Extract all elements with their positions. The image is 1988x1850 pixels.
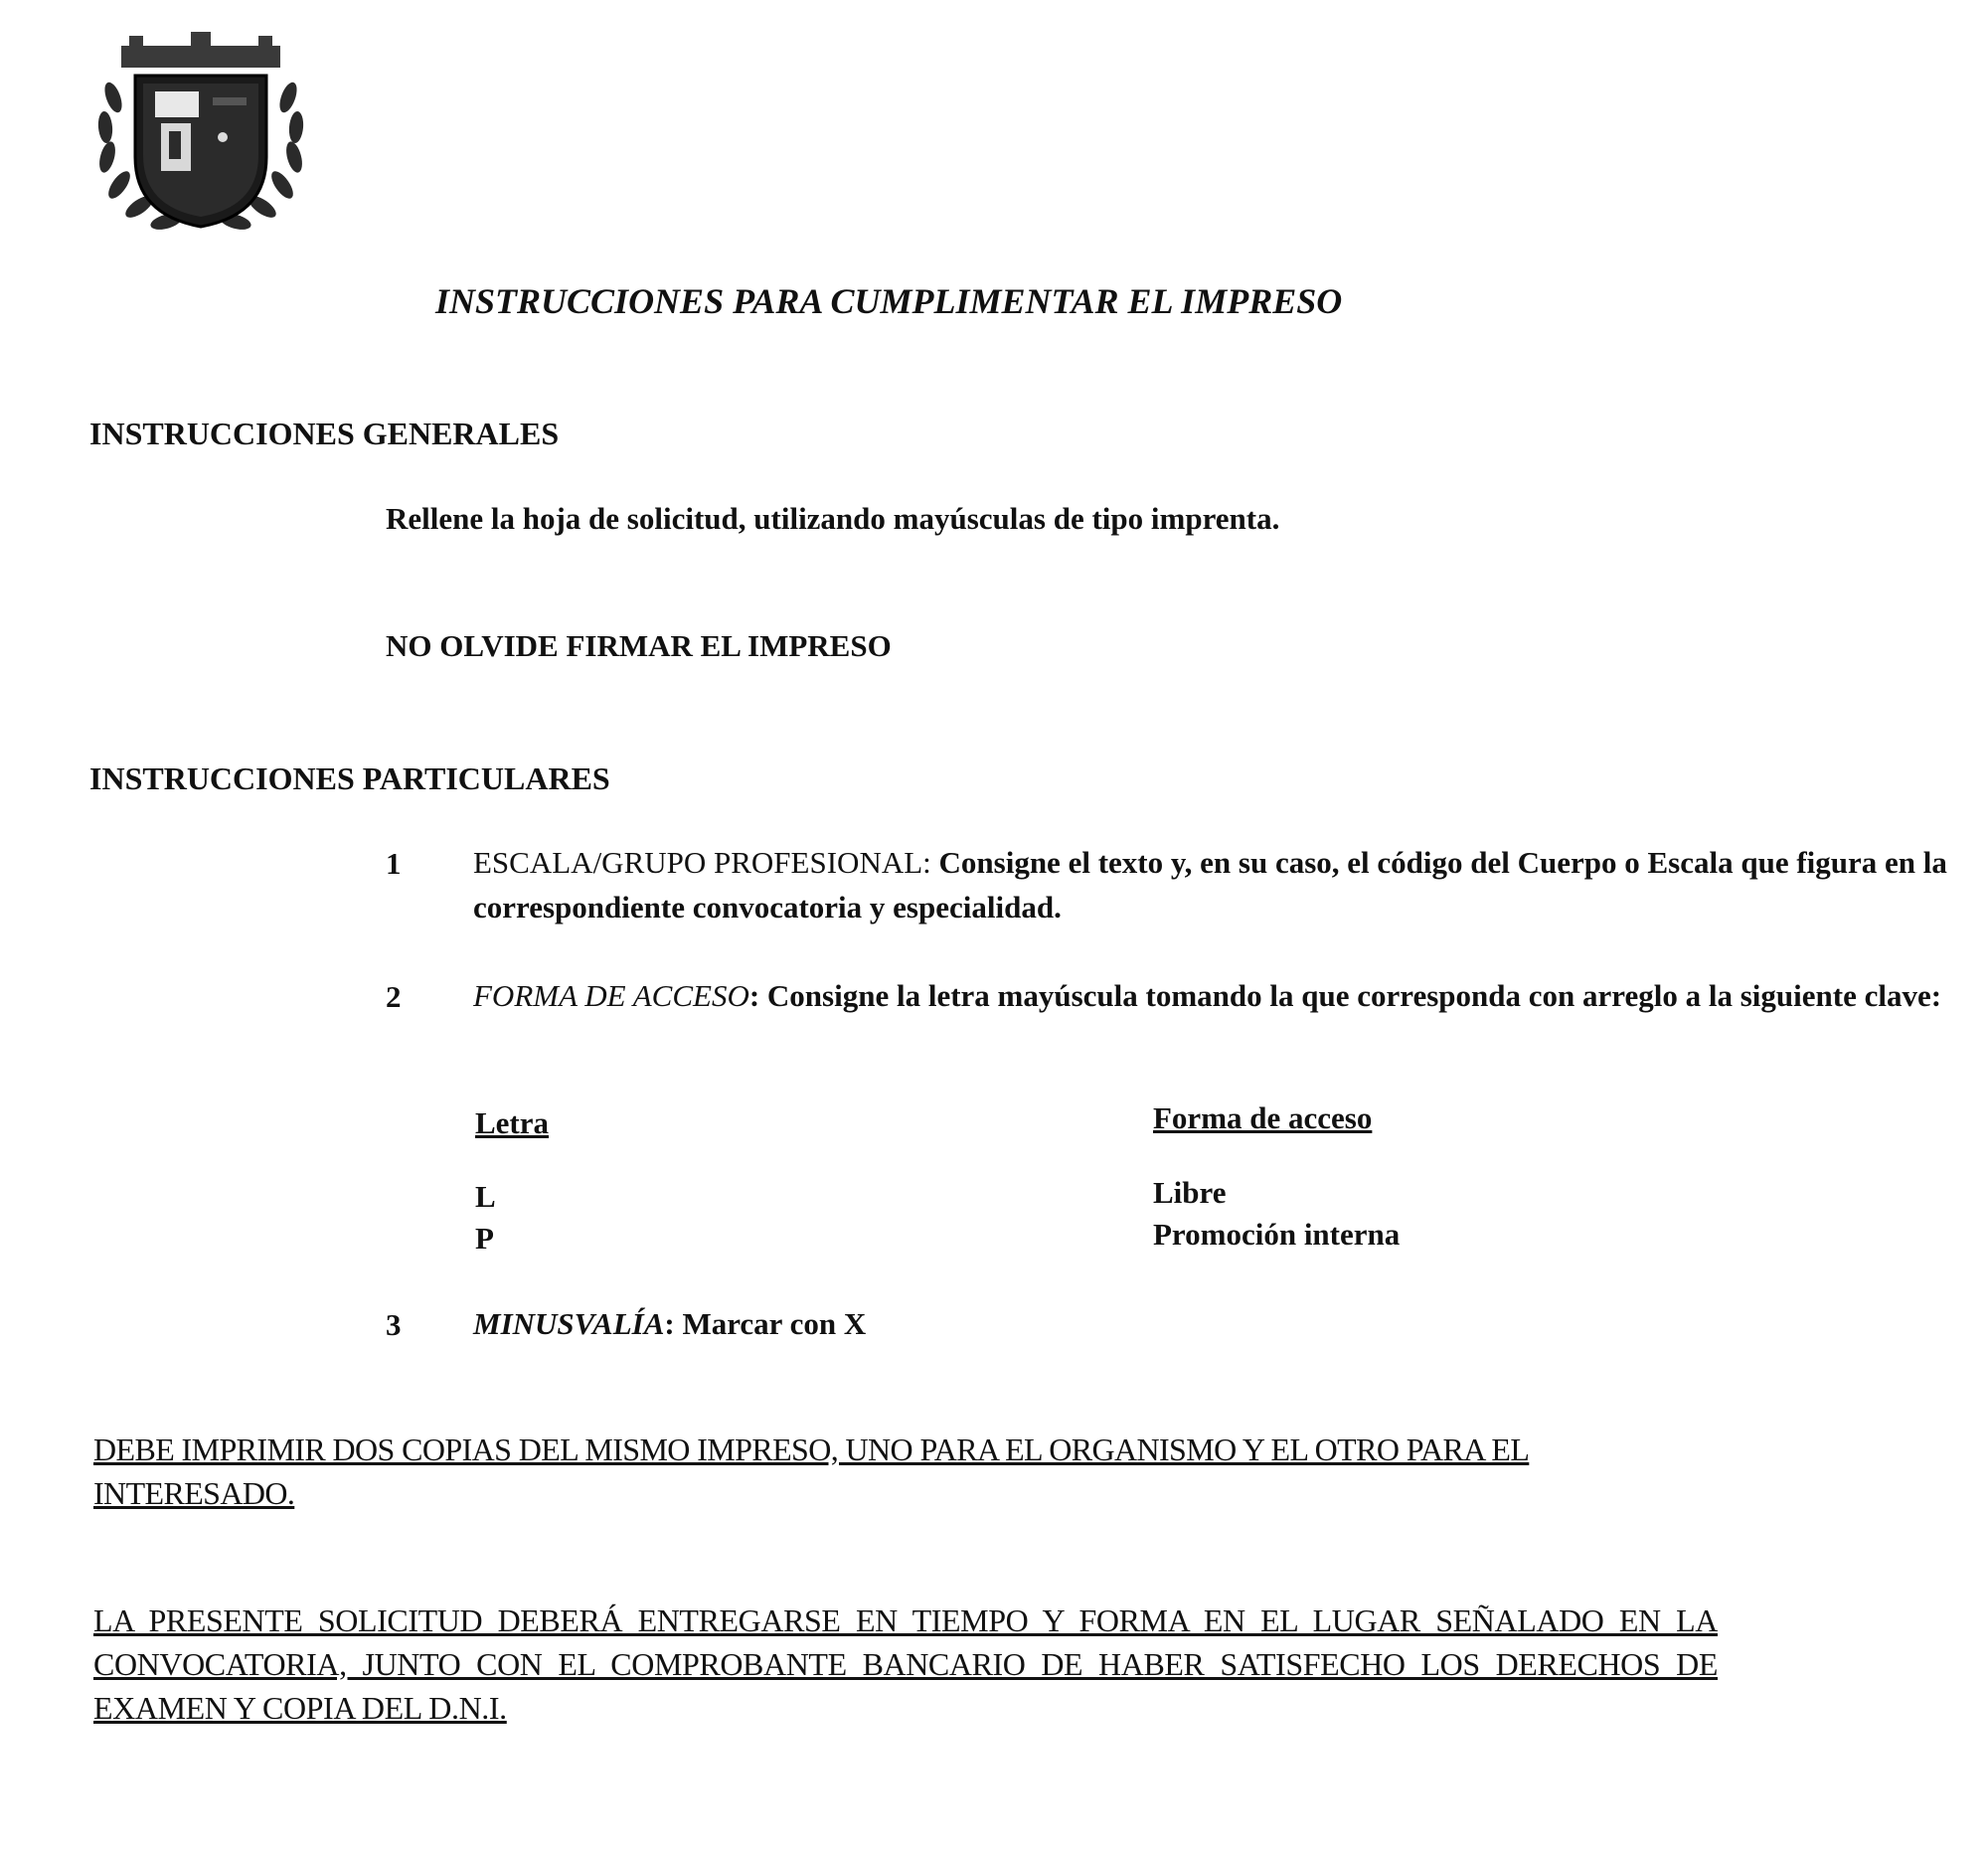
item-lead: FORMA DE ACCESO: [473, 978, 749, 1013]
instruction-item-scale: [473, 840, 1964, 929]
note-delivery: LA PRESENTE SOLICITUD DEBERÁ ENTREGARSE EN TIEMPO Y FORMA EN EL LUGAR SEÑALADO EN LA CONVOCATORIA, JUNTO CON EL COMPROBANTE BANCARIO DE HABER SATISFECHO LOS DERECHOS DE EXAMEN Y COPIA DEL D.N.I.: [93, 1602, 1718, 1726]
note-print-copies: DEBE IMPRIMIR DOS COPIAS DEL MISMO IMPRESO, UNO PARA EL ORGANISMO Y EL OTRO PARA EL INTERESADO.: [93, 1431, 1530, 1511]
document-title: INSTRUCCIONES PARA CUMPLIMENTAR EL IMPRESO: [435, 281, 1343, 321]
instruction-item-access-form: [473, 973, 1964, 1018]
item-number: 1: [386, 846, 402, 881]
item-text: : Consigne la letra mayúscula tomando la que corresponda con arreglo a la siguiente clave:: [748, 978, 1942, 1013]
general-instruction-sign: NO OLVIDE FIRMAR EL IMPRESO: [386, 628, 892, 663]
item-number: 2: [386, 979, 402, 1014]
instruction-item-disability: [473, 1301, 1368, 1346]
key-table-header-access: Forma de acceso: [1153, 1100, 1373, 1135]
key-access: Libre: [1153, 1175, 1227, 1210]
key-letter: P: [475, 1221, 494, 1256]
coat-of-arms-logo: [91, 28, 310, 237]
item-number: 3: [386, 1307, 402, 1342]
item-text: Consigne el texto y, en su caso, el código del Cuerpo o Escala que figura en la correspondiente convocatoria y especialidad.: [473, 845, 1947, 925]
key-letter: L: [475, 1179, 496, 1214]
item-text: : Marcar con X: [664, 1306, 867, 1341]
item-lead: MINUSVALÍA: [473, 1306, 665, 1341]
general-instructions-heading: INSTRUCCIONES GENERALES: [89, 416, 560, 451]
particular-instructions-heading: INSTRUCCIONES PARTICULARES: [89, 760, 610, 796]
key-access: Promoción interna: [1153, 1217, 1401, 1252]
key-table-header-letter: Letra: [475, 1105, 550, 1140]
item-lead: ESCALA/GRUPO PROFESIONAL:: [473, 845, 931, 880]
general-instruction-uppercase: Rellene la hoja de solicitud, utilizando mayúsculas de tipo imprenta.: [386, 501, 1280, 536]
